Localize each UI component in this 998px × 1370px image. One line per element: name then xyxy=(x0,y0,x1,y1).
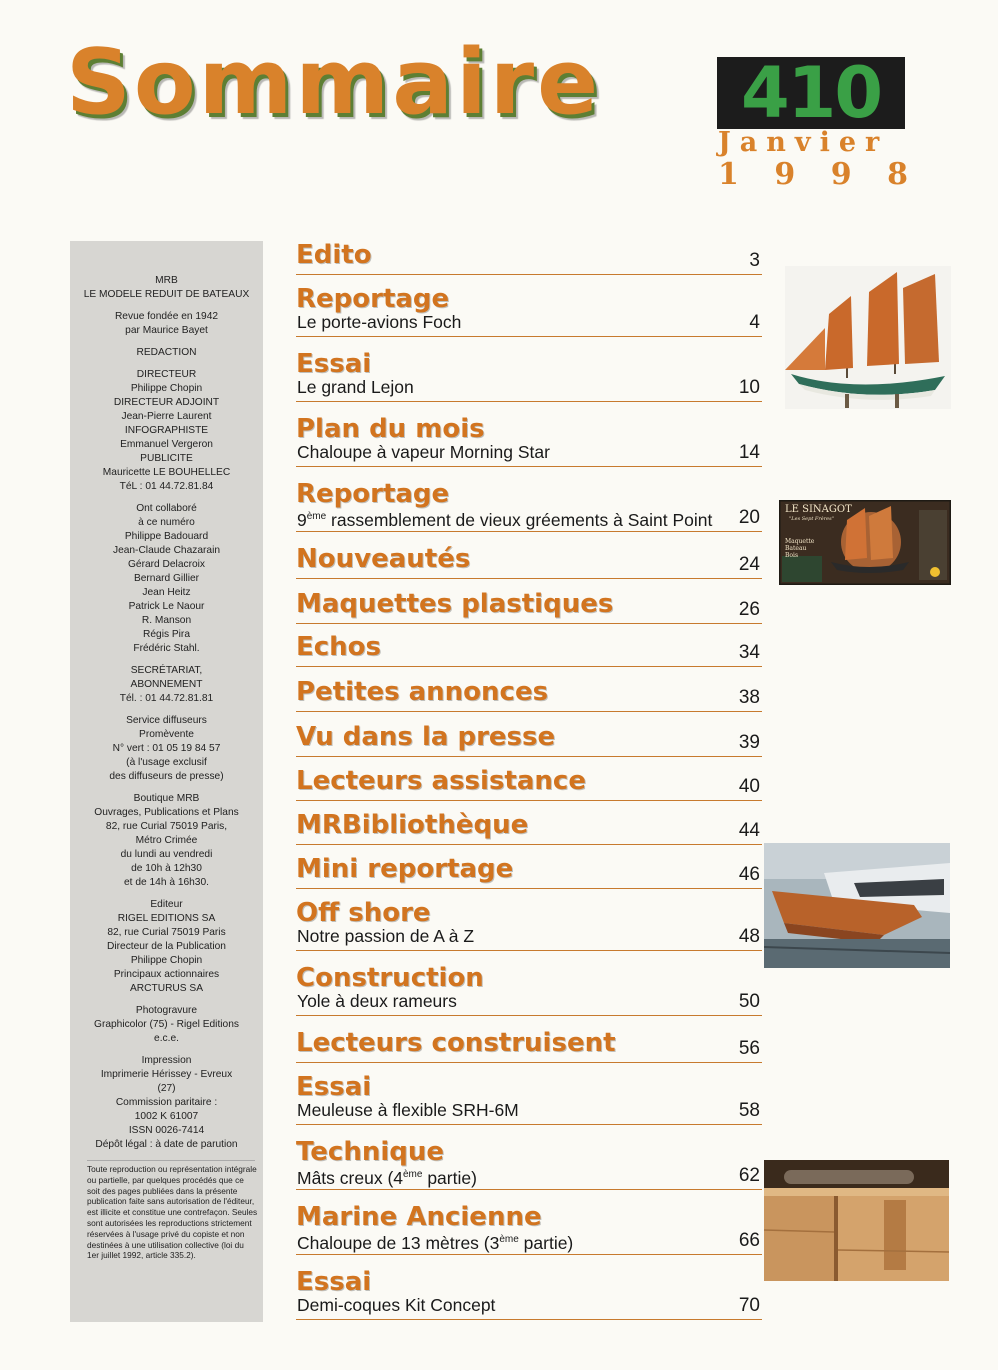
credits-line: TéL : 01 44.72.81.84 xyxy=(119,481,214,492)
toc-entry[interactable] xyxy=(296,1203,762,1255)
credits-line: 1002 K 61007 xyxy=(134,1111,199,1122)
credits-line: DIRECTEUR ADJOINT xyxy=(113,397,220,408)
year-digit: 9 xyxy=(830,157,852,192)
credits-line: Impression xyxy=(141,1055,192,1066)
credits-line: Emmanuel Vergeron xyxy=(120,439,213,450)
credits-line: Régis Pira xyxy=(143,629,190,640)
toc-entry-page: 10 xyxy=(738,377,760,398)
toc-entry[interactable] xyxy=(296,350,762,402)
credits-line: ISSN 0026-7414 xyxy=(128,1125,205,1136)
sailboat-model-photo xyxy=(785,266,951,409)
credits-line: Jean Heitz xyxy=(142,587,191,598)
toc-entry-title: Lecteurs assistance xyxy=(296,766,586,796)
credits-line: Graphicolor (75) - Rigel Editions xyxy=(94,1019,239,1030)
toc-entry-subtitle xyxy=(297,1230,573,1253)
subtitle-superscript: ème xyxy=(306,511,327,522)
toc-entry-page: 24 xyxy=(738,554,760,575)
toc-entry[interactable] xyxy=(296,767,762,801)
credits-line: Philippe Chopin xyxy=(130,383,203,394)
toc-entry-title: Echos xyxy=(296,632,382,662)
offshore-boat-photo xyxy=(764,843,950,968)
credits-line: ARCTURUS SA xyxy=(129,983,204,994)
toc-entry-title: Reportage xyxy=(296,284,450,314)
credits-block xyxy=(70,1054,263,1152)
toc-entry-page: 40 xyxy=(738,776,760,797)
credits-line: Photogravure xyxy=(135,1005,198,1016)
toc-entry-page: 20 xyxy=(738,507,760,528)
toc-entry[interactable] xyxy=(296,811,762,845)
credits-line: REDACTION xyxy=(136,347,197,358)
toc-entry-page: 50 xyxy=(738,991,760,1012)
toc-entry[interactable] xyxy=(296,415,762,467)
year-digit: 8 xyxy=(887,157,908,192)
toc-entry-page: 44 xyxy=(738,820,760,841)
toc-entry-title: Edito xyxy=(296,240,372,270)
credits-line: (27) xyxy=(157,1083,176,1094)
subtitle-text: rassemblement de vieux gréements à Saint Point xyxy=(326,510,713,530)
toc-entry-subtitle: Demi-coques Kit Concept xyxy=(297,1295,496,1315)
subtitle-text: Mâts creux (4 xyxy=(297,1168,403,1188)
toc-entry[interactable] xyxy=(296,1073,762,1125)
credits-block xyxy=(70,1004,263,1046)
credits-line: Promèvente xyxy=(139,729,194,740)
credits-line: Philippe Badouard xyxy=(124,531,209,542)
toc-entry-title: Essai xyxy=(296,349,372,379)
toc-entry[interactable] xyxy=(296,285,762,337)
credits-line: R. Manson xyxy=(141,615,192,626)
subtitle-text: Chaloupe de 13 mètres (3 xyxy=(297,1233,500,1253)
toc-entry-subtitle: Le porte-avions Foch xyxy=(297,312,462,332)
toc-entry-subtitle: Notre passion de A à Z xyxy=(297,926,475,946)
toc-entry-title: Essai xyxy=(296,1267,372,1297)
toc-entry-subtitle: Yole à deux rameurs xyxy=(297,991,457,1011)
toc-entry-page: 62 xyxy=(738,1165,760,1186)
toc-entry-title: Essai xyxy=(296,1072,372,1102)
toc-entry-page: 39 xyxy=(738,732,760,753)
credits-block xyxy=(70,664,263,706)
credits-line: Métro Crimée xyxy=(135,835,198,846)
credits-line: Revue fondée en 1942 xyxy=(114,311,219,322)
toc-entry-subtitle xyxy=(297,1165,477,1188)
credits-line: de 10h à 12h30 xyxy=(131,863,202,874)
credits-line: Principaux actionnaires xyxy=(113,969,220,980)
credits-line: Jean-Pierre Laurent xyxy=(121,411,212,422)
credits-line: Ont collaboré xyxy=(136,503,197,514)
credits-line: Directeur de la Publication xyxy=(107,941,226,952)
credits-line: Patrick Le Naour xyxy=(128,601,205,612)
credits-line: Mauricette LE BOUHELLEC xyxy=(102,467,231,478)
toc-entry[interactable] xyxy=(296,1029,762,1063)
toc-entry-page: 34 xyxy=(738,642,760,663)
credits-block xyxy=(70,792,263,890)
credits-line: INFOGRAPHISTE xyxy=(124,425,209,436)
credits-line: à ce numéro xyxy=(138,517,195,528)
toc-entry-page: 14 xyxy=(738,442,760,463)
credits-line: RIGEL EDITIONS SA xyxy=(117,913,216,924)
credits-line: N° vert : 01 05 19 84 57 xyxy=(112,743,221,754)
credits-line: 82, rue Curial 75019 Paris xyxy=(107,927,226,938)
credits-line: ABONNEMENT xyxy=(130,679,203,690)
toc-entry-title: Maquettes plastiques xyxy=(296,589,614,619)
credits-line: Tél. : 01 44.72.81.81 xyxy=(119,693,214,704)
hollow-mast-photo xyxy=(764,1160,949,1281)
page-title: Sommaire xyxy=(66,30,602,135)
toc-entry-title: MRBibliothèque xyxy=(296,810,529,840)
toc-entry[interactable] xyxy=(296,241,762,275)
toc-entry-subtitle: Meuleuse à flexible SRH-6M xyxy=(297,1100,519,1120)
credits-line: des diffuseurs de presse) xyxy=(109,771,224,782)
credits-block xyxy=(70,310,263,338)
toc-entry-page: 48 xyxy=(738,926,760,947)
kit-box-tagline: "Les Sept Frères" xyxy=(789,516,834,522)
toc-entry-page: 70 xyxy=(738,1295,760,1316)
toc-entry[interactable] xyxy=(296,678,762,712)
toc-entry[interactable] xyxy=(296,1138,762,1190)
toc-entry-title: Nouveautés xyxy=(296,544,471,574)
toc-entry[interactable] xyxy=(296,855,762,889)
credits-line: Boutique MRB xyxy=(133,793,200,804)
toc-entry[interactable] xyxy=(296,899,762,951)
toc-entry[interactable] xyxy=(296,723,762,757)
credits-line: Frédéric Stahl. xyxy=(133,643,200,654)
credits-block xyxy=(70,898,263,996)
toc-entry-title: Reportage xyxy=(296,479,450,509)
toc-entry-title: Off shore xyxy=(296,898,431,928)
toc-entry-page: 26 xyxy=(738,599,760,620)
subtitle-text: 9 xyxy=(297,510,307,530)
credits-line: et de 14h à 16h30. xyxy=(124,877,209,888)
credits-line: (à l'usage exclusif xyxy=(126,757,207,768)
toc-entry-title: Mini reportage xyxy=(296,854,514,884)
toc-entry-title: Technique xyxy=(296,1137,445,1167)
subtitle-superscript: ème xyxy=(499,1234,519,1245)
toc-entry[interactable] xyxy=(296,480,762,532)
credits-line: Ouvrages, Publications et Plans xyxy=(94,807,239,818)
credits-block xyxy=(70,274,263,302)
toc-entry-title: Construction xyxy=(296,963,484,993)
credits-line: Bernard Gillier xyxy=(133,573,200,584)
legal-notice: Toute reproduction ou représentation intégrale ou partielle, par quelques procédés que ce soit des pages publiées dans la présente publication faite sans autorisation de l'éditeur, est illicite et constitue une contrefaçon. Seules sont autorisées les reproductions strictement réservées à l'usage privé du copiste et non destinées à une utilisation collective (loi du 1er juillet 1992, article 335.2). xyxy=(87,1164,258,1261)
issue-month: Janvier xyxy=(718,127,889,158)
credits-line: Editeur xyxy=(150,899,183,910)
kit-box-brand: LE SINAGOT xyxy=(785,504,852,515)
toc-entry-page: 3 xyxy=(749,250,760,271)
toc-entry-subtitle xyxy=(297,507,712,530)
credits-line: MRB xyxy=(155,275,178,286)
credits-line: Imprimerie Hérissey - Evreux xyxy=(100,1069,233,1080)
year-digit: 1 xyxy=(718,157,739,192)
toc-entry-title: Lecteurs construisent xyxy=(296,1028,616,1058)
toc-entry-page: 46 xyxy=(738,864,760,885)
toc-entry-page: 4 xyxy=(749,312,760,333)
credits-line: Commission paritaire : xyxy=(115,1097,218,1108)
credits-block xyxy=(70,346,263,360)
toc-entry-subtitle: Chaloupe à vapeur Morning Star xyxy=(297,442,550,462)
credits-line: DIRECTEUR xyxy=(136,369,197,380)
credits-block xyxy=(70,714,263,784)
toc-entry[interactable] xyxy=(296,964,762,1016)
toc-entry-title: Petites annonces xyxy=(296,677,549,707)
toc-entry-title: Marine Ancienne xyxy=(296,1202,542,1232)
toc-entry-page: 56 xyxy=(738,1038,760,1059)
credits-line: LE MODELE REDUIT DE BATEAUX xyxy=(83,289,250,300)
toc-entry-page: 38 xyxy=(738,687,760,708)
credits-line: e.c.e. xyxy=(154,1033,179,1044)
credits-line: PUBLICITE xyxy=(140,453,193,464)
subtitle-text: partie) xyxy=(422,1168,477,1188)
credits-line: par Maurice Bayet xyxy=(125,325,208,336)
credits-line: Philippe Chopin xyxy=(130,955,203,966)
toc-entry[interactable] xyxy=(296,633,762,667)
credits-line: Jean-Claude Chazarain xyxy=(112,545,221,556)
credits-line: 82, rue Curial 75019 Paris, xyxy=(105,821,228,832)
kit-box-label: Maquette Bateau Bois xyxy=(785,538,815,559)
subtitle-superscript: ème xyxy=(403,1169,423,1180)
credits-line: du lundi au vendredi xyxy=(120,849,213,860)
toc-entry-page: 66 xyxy=(738,1230,760,1251)
toc-entry[interactable] xyxy=(296,590,762,624)
issue-year xyxy=(718,158,908,192)
toc-entry-page: 58 xyxy=(738,1100,760,1121)
issue-number: 410 xyxy=(717,57,905,129)
subtitle-text: partie) xyxy=(518,1233,574,1253)
kit-box-photo xyxy=(779,500,951,585)
credits-line: Gérard Delacroix xyxy=(128,559,205,570)
year-digit: 9 xyxy=(774,157,796,192)
credits-divider xyxy=(87,1160,255,1161)
credits-block xyxy=(70,368,263,494)
toc-entry-title: Vu dans la presse xyxy=(296,722,556,752)
credits-line: Service diffuseurs xyxy=(126,715,207,726)
credits-line: SECRÉTARIAT, xyxy=(130,665,203,676)
toc-entry-title: Plan du mois xyxy=(296,414,485,444)
toc-entry[interactable] xyxy=(296,545,762,579)
toc-entry[interactable] xyxy=(296,1268,762,1320)
credits-block xyxy=(70,502,263,656)
credits-line: Dépôt légal : à date de parution xyxy=(95,1139,238,1150)
toc-entry-subtitle: Le grand Lejon xyxy=(297,377,414,397)
credits-panel xyxy=(70,241,263,1322)
